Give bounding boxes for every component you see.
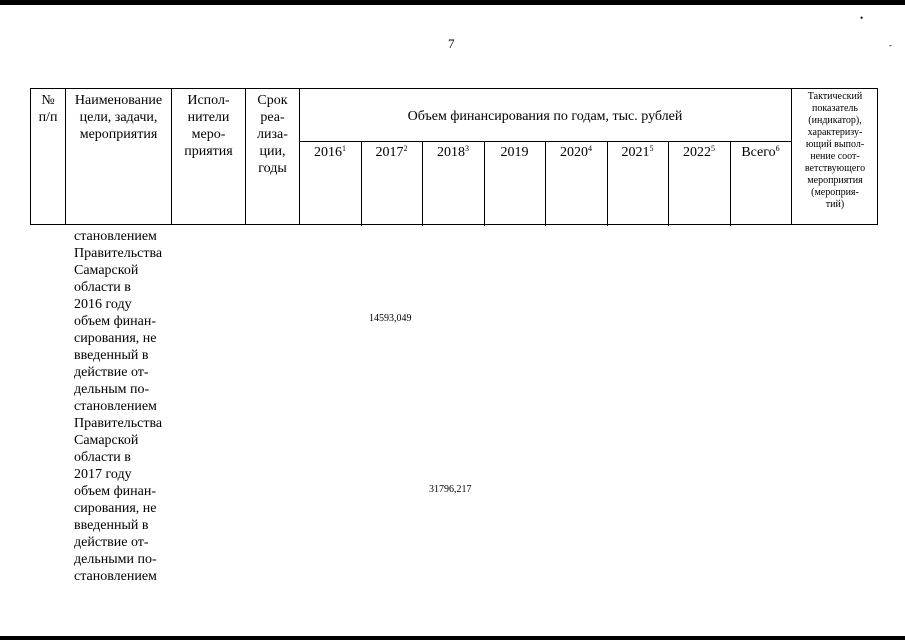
tactical-indicator-header: Тактический показатель (индикатор), характеризу- ющий выпол- нение соот- ветствующего мероприятия (мероприя- тий) (804, 91, 866, 210)
value-2017: 31796,217 (429, 484, 472, 495)
measure-description: становлением Правительства Самарской области в 2016 году объем финан- сирования, не введенный в действие от- дельным по- становлением Правительства Самарской области в 2017 году объем финан- сирования, не введенный в действие от- дельными по- становлением (74, 229, 163, 584)
year-2018-header: 2018$^3$ (437, 144, 469, 160)
funding-title: Объем финансирования по годам, тыс. рублей (407, 109, 683, 124)
value-2016: 14593,049 (369, 313, 412, 324)
year-2017-header: 2017$^2$ (375, 144, 408, 160)
year-2016-header: 2016$^1$ (314, 144, 346, 160)
col-term-header: Срок реа- лиза- ции, годы (257, 93, 288, 176)
year-2020-header: 2020$^4$ (560, 144, 592, 160)
year-2019-header: 2019 (500, 145, 529, 160)
col-exec-header: Испол- нители меро- приятия (184, 93, 233, 159)
scan-speck: - (889, 40, 892, 50)
year-2022-header: 2022$^5$ (683, 144, 715, 160)
col-divider (791, 89, 792, 224)
scan-speck: • (860, 13, 864, 23)
bottom-border (0, 636, 905, 640)
top-border (0, 0, 905, 5)
year-2021-header: 2021$^5$ (621, 144, 654, 160)
col-num-header: № п/п (38, 93, 58, 125)
col-name-header: Наименование цели, задачи, мероприятия (74, 93, 163, 142)
page-number: 7 (448, 36, 455, 51)
total-header: Всего$^6$ (741, 144, 780, 160)
table-header (30, 88, 878, 225)
